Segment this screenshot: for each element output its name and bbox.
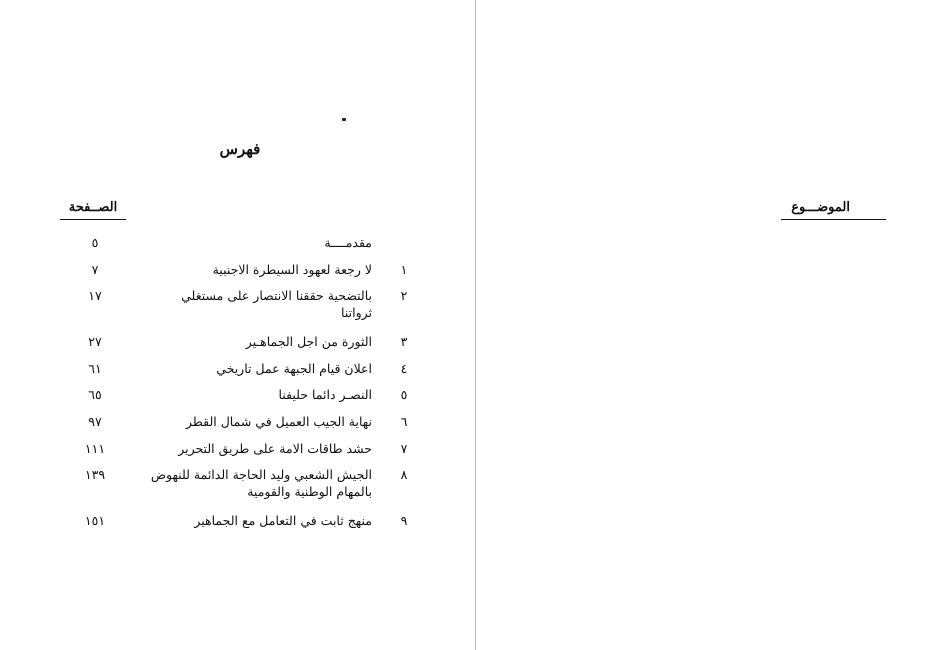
toc-entry-number: ٤ [400,361,408,376]
toc-entry-number: ٣ [400,334,408,349]
ink-speck [342,118,346,121]
toc-entry-page: ٦١ [88,361,102,376]
toc-entry-title: لا رجعة لعهود السيطرة الاجنبية [212,262,372,277]
toc-entry-title: النصـر دائما حليفنا [278,387,372,402]
toc-entry-number: ١ [400,262,408,277]
toc-entry-page: ٦٥ [88,387,102,402]
subject-column-header: الموضـــوع [781,200,886,220]
toc-entry-number: ٥ [400,387,408,402]
toc-entry-title: مقدمــــة [324,235,372,250]
toc-entry-number: ٧ [400,441,408,456]
toc-entry-page: ١٥١ [84,513,106,528]
toc-entry-page: ٩٧ [88,414,102,429]
toc-entry-title: الجيش الشعبي وليد الحاجة الدائمة للنهوض بالمهام الوطنية والقومية [150,467,372,499]
toc-entry-number: ٦ [400,414,408,429]
right-page-blank [476,0,950,650]
toc-title: فهرس [219,140,261,158]
toc-entry-page: ٧ [91,262,99,277]
page-column-header: الصــفحة [60,200,126,220]
toc-entry-number: ٩ [400,513,408,528]
toc-entry-page: ١١١ [84,441,106,456]
toc-entry-title: بالتضحية حققنا الانتصار على مستغلي ثرواتنا [181,288,372,320]
toc-entry-title: حشد طاقات الامة على طريق التحرير [178,441,372,456]
toc-entry-title: الثورة من اجل الجماهـير [245,334,372,349]
toc-entry-page: ٥ [91,235,99,250]
toc-entry-page: ١٣٩ [84,467,106,482]
toc-entry-page: ٢٧ [88,334,102,349]
toc-entry-number: ٢ [400,288,408,303]
toc-entry-title: منهج ثابت في التعامل مع الجماهير [194,513,372,528]
toc-entry-page: ١٧ [88,288,102,303]
toc-entry-title: نهاية الجيب العميل في شمال القطر [185,414,372,429]
toc-entry-number: ٨ [400,467,408,482]
toc-entry-title: اعلان قيام الجبهة عمل تاريخي [216,361,372,376]
